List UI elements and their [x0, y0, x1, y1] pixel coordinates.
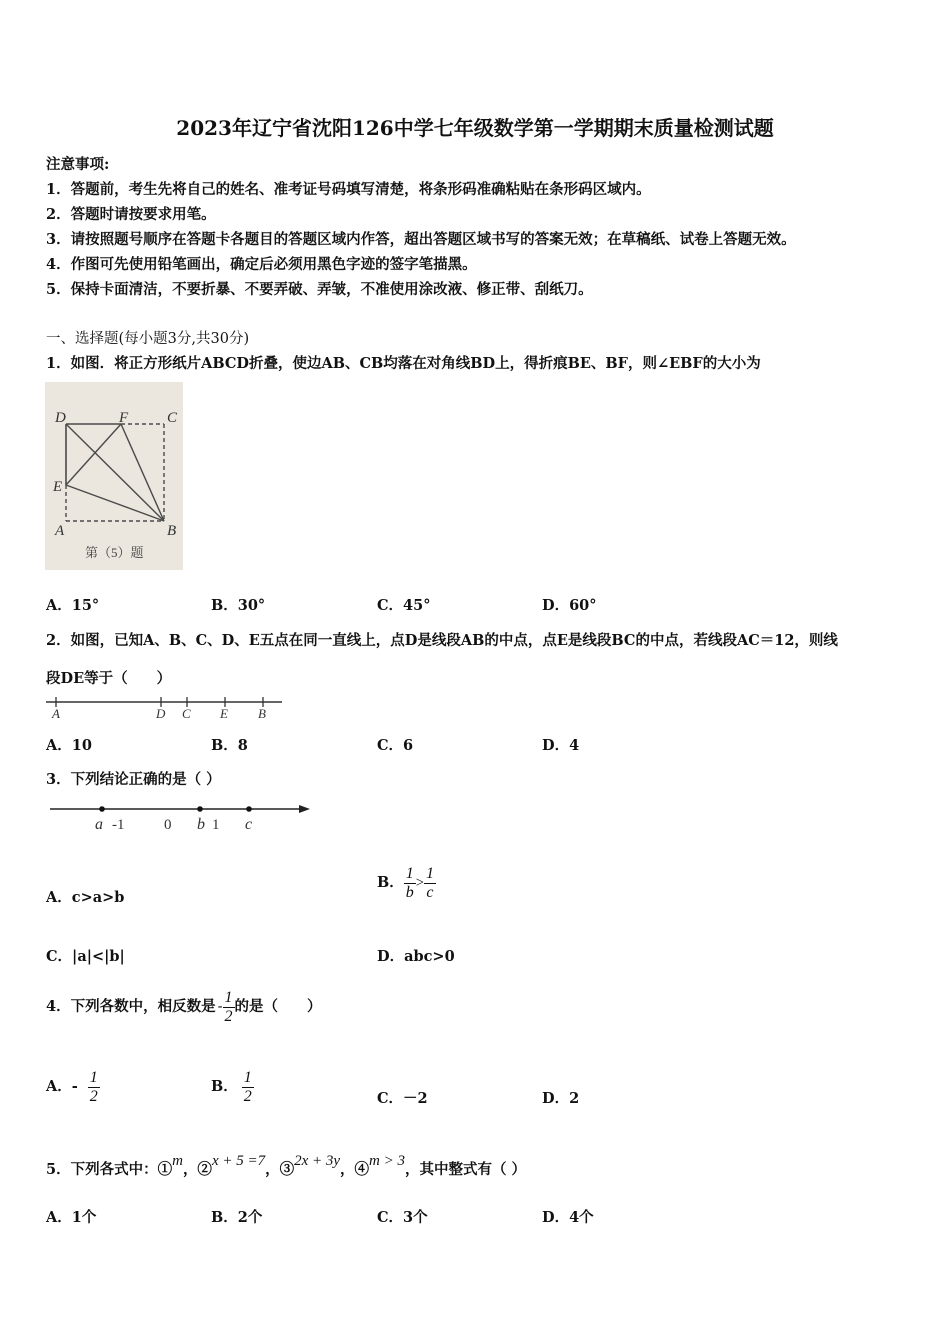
- fraction: [424, 865, 436, 902]
- fraction: [404, 865, 416, 902]
- question-3-number-line: [48, 798, 312, 834]
- expression-4: m > 3: [369, 1153, 405, 1169]
- notice-item: 2．答题时请按要求用笔。: [46, 206, 216, 223]
- q2-option-b[interactable]: B．8: [211, 737, 248, 754]
- expression-2: x + 5 =7: [211, 1153, 266, 1169]
- label-C: C: [182, 706, 191, 720]
- q3-option-c[interactable]: C．|a|<|b|: [46, 948, 125, 965]
- q4-stem-prefix: 4．下列各数中，相反数是: [46, 998, 216, 1015]
- question-5-stem: [46, 1153, 527, 1179]
- axis-arrow: [299, 805, 310, 813]
- fraction: [223, 989, 235, 1026]
- q5-option-a[interactable]: A．1个: [46, 1209, 97, 1226]
- question-2-stem-line1: 2．如图，已知A、B、C、D、E五点在同一直线上，点D是线段AB的中点，点E是线段BC的中点，若线段AC＝12，则线: [46, 632, 838, 649]
- label-c: c: [245, 816, 253, 833]
- question-2-segment-figure: [44, 694, 284, 720]
- q5-stem-suffix: ，其中整式有（ ）: [405, 1161, 527, 1178]
- label-D: D: [55, 410, 66, 426]
- q1-option-d[interactable]: D．60°: [542, 597, 597, 614]
- label-A: A: [52, 706, 60, 720]
- denominator: 2: [89, 1087, 98, 1105]
- label-one: 1: [212, 817, 220, 833]
- point-b: [197, 806, 203, 812]
- q5-separator: ，③: [265, 1161, 295, 1178]
- q5-option-d[interactable]: D．4个: [542, 1209, 594, 1226]
- figure-caption: 第（5）题: [85, 545, 144, 560]
- numerator: 1: [425, 864, 434, 882]
- numerator: 1: [224, 988, 233, 1006]
- denominator: c: [424, 883, 436, 902]
- notice-item: 1．答题前，考生先将自己的姓名、准考证号码填写清楚，将条形码准确粘贴在条形码区域内。: [46, 181, 651, 198]
- label-a: a: [95, 816, 103, 833]
- q3-option-b[interactable]: [377, 862, 436, 904]
- label-E: E: [220, 706, 228, 720]
- label-D: D: [156, 706, 166, 720]
- label-C: C: [167, 410, 178, 426]
- question-1-stem: 1．如图．将正方形纸片ABCD折叠，使边AB、CB均落在对角线BD上，得折痕BE、BF，则∠EBF的大小为: [46, 355, 761, 372]
- expression-1: m: [172, 1153, 183, 1169]
- numerator: 1: [243, 1068, 252, 1086]
- label-E: E: [53, 479, 63, 495]
- notice-item: 4．作图可先使用铅笔画出，确定后必须用黑色字迹的签字笔描黑。: [46, 256, 477, 273]
- minus-sign: -: [217, 999, 223, 1015]
- question-2-stem-line2: 段DE等于（ ）: [46, 670, 172, 687]
- denominator: 2: [243, 1087, 252, 1105]
- point-a: [99, 806, 105, 812]
- point-c: [246, 806, 252, 812]
- q3-option-a[interactable]: A．c>a>b: [46, 889, 125, 906]
- q4-stem-suffix: 的是（ ）: [234, 998, 322, 1015]
- denominator: 2: [224, 1007, 233, 1025]
- label-B: B: [258, 706, 266, 720]
- q1-option-c[interactable]: C．45°: [377, 597, 431, 614]
- label-b: b: [197, 816, 205, 833]
- q4-option-a[interactable]: [46, 1064, 100, 1110]
- q2-option-a[interactable]: A．10: [46, 737, 92, 754]
- q4-option-b[interactable]: [211, 1064, 254, 1110]
- notice-item: 5．保持卡面清洁，不要折暴、不要弄破、弄皱，不准使用涂改液、修正带、刮纸刀。: [46, 281, 593, 298]
- expression-3: 2x + 3y: [294, 1153, 341, 1169]
- label-B: B: [167, 523, 177, 539]
- notice-heading: 注意事项:: [46, 156, 110, 173]
- numerator: 1: [405, 864, 414, 882]
- question-1-figure: [45, 382, 183, 570]
- q5-option-c[interactable]: C．3个: [377, 1209, 428, 1226]
- question-3-stem: 3．下列结论正确的是（ ）: [46, 771, 221, 788]
- q3-option-d[interactable]: D．abc>0: [377, 948, 455, 965]
- q2-option-c[interactable]: C．6: [377, 737, 414, 754]
- q2-option-d[interactable]: D．4: [542, 737, 580, 754]
- denominator: b: [405, 883, 414, 901]
- q5-separator: ，②: [182, 1161, 212, 1178]
- fraction: [242, 1069, 254, 1106]
- numerator: 1: [89, 1068, 98, 1086]
- q1-option-a[interactable]: A．15°: [46, 597, 100, 614]
- q4-option-c[interactable]: C．－2: [377, 1090, 428, 1107]
- section-heading: 一、选择题(每小题3分,共30分): [46, 331, 250, 347]
- q4-option-b-prefix: B．: [211, 1078, 238, 1095]
- q5-option-b[interactable]: B．2个: [211, 1209, 263, 1226]
- label-F: F: [119, 410, 129, 426]
- question-4-stem: [46, 984, 322, 1030]
- fraction: [88, 1069, 100, 1106]
- label-A: A: [55, 523, 65, 539]
- q4-option-a-prefix: A．-: [46, 1078, 78, 1095]
- q5-separator: ，④: [340, 1161, 370, 1178]
- page-title: 2023年辽宁省沈阳126中学七年级数学第一学期期末质量检测试题: [176, 116, 774, 140]
- label-neg1: -1: [112, 817, 125, 833]
- label-zero: 0: [164, 817, 172, 833]
- greater-than-sign: >: [415, 875, 424, 891]
- q3-option-b-prefix: B．: [377, 874, 404, 891]
- q5-stem-prefix: 5．下列各式中：①: [46, 1161, 173, 1178]
- q1-option-b[interactable]: B．30°: [211, 597, 266, 614]
- notice-item: 3．请按照题号顺序在答题卡各题目的答题区域内作答，超出答题区域书写的答案无效；在草稿纸、试卷上答题无效。: [46, 231, 796, 248]
- q4-option-d[interactable]: D．2: [542, 1090, 580, 1107]
